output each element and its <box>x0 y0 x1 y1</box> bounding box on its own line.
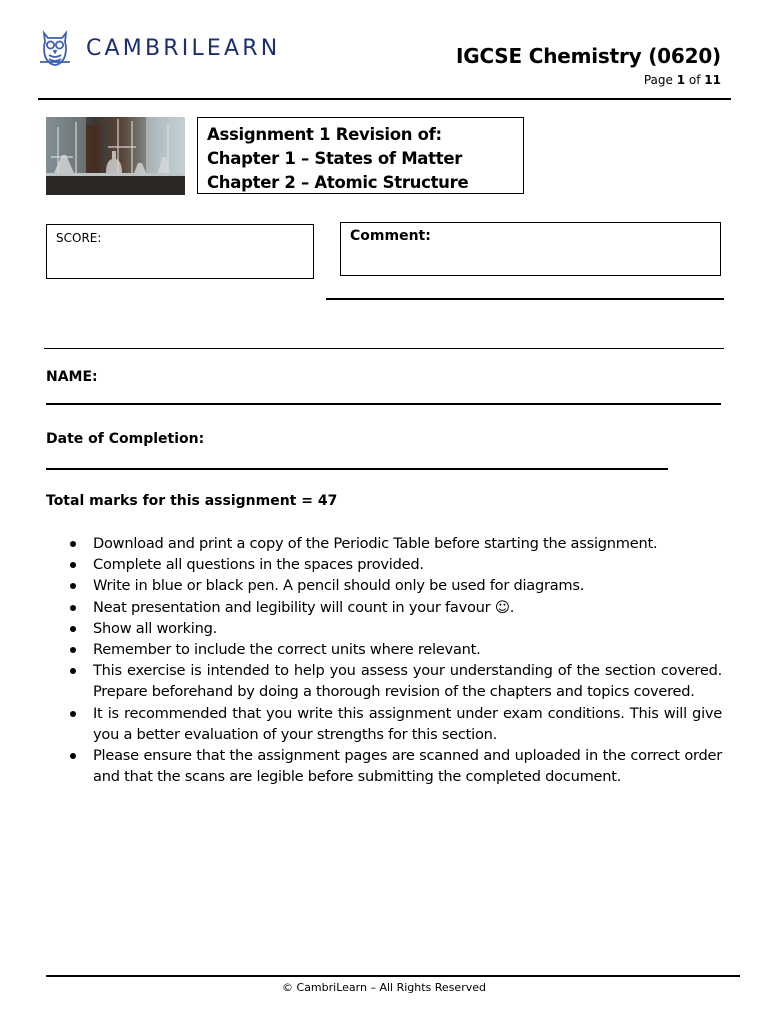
list-item <box>46 533 722 554</box>
brand-logo <box>38 28 308 68</box>
date-field-line[interactable] <box>46 468 668 470</box>
instruction-text: Remember to include the correct units where relevant. <box>93 641 481 659</box>
bullet-icon <box>70 583 76 589</box>
list-item <box>46 575 722 596</box>
instruction-text: Complete all questions in the spaces provided. <box>93 556 424 574</box>
page-prefix: Page <box>643 73 673 87</box>
instruction-text: Download and print a copy of the Periodic Table before starting the assignment. <box>93 535 658 552</box>
brand-name: CAMBRILEARN <box>86 35 281 61</box>
assignment-title-box <box>197 117 524 194</box>
page-current: 1 <box>676 73 686 87</box>
instruction-text: This exercise is intended to help you assess your understanding of the section covered. Prepare beforehand by doing a thorough revision of the chapters and topics covered. <box>93 662 722 701</box>
total-marks: Total marks for this assignment = 47 <box>46 493 338 509</box>
bullet-icon <box>70 711 76 717</box>
list-item <box>46 618 722 639</box>
owl-logo-icon <box>38 28 72 68</box>
assignment-title: Assignment 1 Revision of: <box>207 125 442 144</box>
bullet-icon <box>70 541 76 547</box>
comment-box[interactable] <box>340 222 721 276</box>
lab-glassware-image <box>46 117 185 195</box>
comment-line <box>326 298 724 300</box>
bullet-icon <box>70 647 76 653</box>
instructions-list <box>46 533 722 787</box>
chapter-2-title: Chapter 2 – Atomic Structure <box>207 173 469 192</box>
list-item <box>46 639 722 660</box>
bullet-icon <box>70 626 76 632</box>
instruction-text: Please ensure that the assignment pages are scanned and uploaded in the correct order and that the scans are legible before submitting the completed document. <box>93 747 722 786</box>
page-number <box>644 73 721 87</box>
copyright-footer: © CambriLearn – All Rights Reserved <box>282 981 486 994</box>
course-title: IGCSE Chemistry (0620) <box>456 44 721 68</box>
instruction-text: Write in blue or black pen. A pencil should only be used for diagrams. <box>93 577 585 595</box>
list-item <box>46 745 722 787</box>
bullet-icon <box>70 668 76 674</box>
list-item <box>46 660 722 702</box>
bullet-icon <box>70 753 76 759</box>
footer-divider <box>46 975 740 977</box>
bullet-icon <box>70 605 76 611</box>
date-label: Date of Completion: <box>46 431 205 447</box>
list-item <box>46 597 722 618</box>
name-label: NAME: <box>46 369 98 385</box>
bullet-icon <box>70 562 76 568</box>
header-divider <box>38 98 731 100</box>
instruction-text: Neat presentation and legibility will count in your favour ☺. <box>93 598 515 616</box>
name-field-line[interactable] <box>46 403 721 405</box>
page-of: of <box>688 73 701 87</box>
list-item <box>46 703 722 745</box>
instruction-text: Show all working. <box>93 619 217 637</box>
comment-label: Comment: <box>350 228 431 244</box>
chapter-1-title: Chapter 1 – States of Matter <box>207 149 463 168</box>
instruction-text: It is recommended that you write this assignment under exam conditions. This will give you a better evaluation of your strengths for this section. <box>93 704 722 743</box>
page-total: 11 <box>704 73 721 87</box>
list-item <box>46 554 722 575</box>
score-box[interactable] <box>46 224 314 279</box>
score-label: SCORE: <box>56 231 102 245</box>
section-divider <box>44 348 724 349</box>
